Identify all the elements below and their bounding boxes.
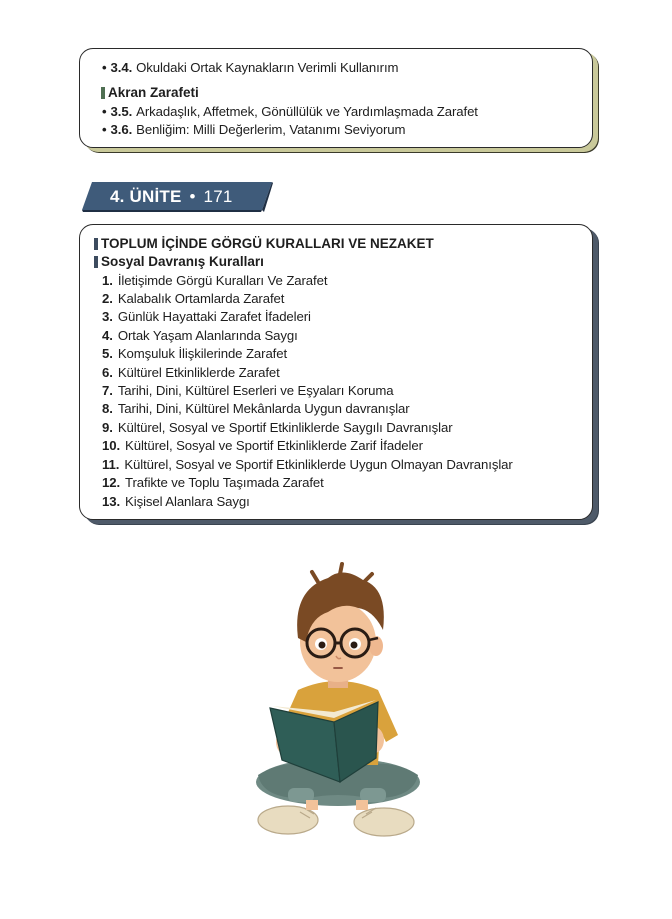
list-item: 3. Günlük Hayattaki Zarafet İfadeleri: [102, 309, 311, 324]
page-number: 171: [203, 187, 233, 206]
section-heading-sosyal-davranis: Sosyal Davranış Kuralları: [94, 254, 264, 270]
bullet-icon: •: [102, 104, 107, 119]
separator-dot: •: [189, 187, 196, 206]
list-item: 13. Kişisel Alanlara Saygı: [102, 494, 250, 509]
unit-4-banner: [82, 182, 272, 211]
list-item: 1. İletişimde Görgü Kuralları Ve Zarafet: [102, 273, 328, 288]
bullet-icon: •: [102, 60, 107, 75]
list-item: 12. Trafikte ve Toplu Taşımada Zarafet: [102, 475, 324, 490]
unit3-content-box: [79, 48, 593, 148]
boy-reading-book-icon: [248, 560, 428, 850]
list-item: 6. Kültürel Etkinliklerde Zarafet: [102, 365, 280, 380]
unit-title: TOPLUM İÇİNDE GÖRGÜ KURALLARI VE NEZAKET: [94, 236, 434, 252]
unit-number: 4. ÜNİTE: [110, 187, 182, 206]
list-item: 5. Komşuluk İlişkilerinde Zarafet: [102, 346, 288, 361]
list-item: 7. Tarihi, Dini, Kültürel Eserleri ve Eşyaları Koruma: [102, 383, 394, 398]
boy-reading-illustration: [248, 560, 428, 850]
section-marker-icon: [94, 256, 98, 268]
bullet-icon: •: [102, 122, 107, 137]
list-item: 4. Ortak Yaşam Alanlarında Saygı: [102, 328, 298, 343]
section-marker-icon: [101, 87, 105, 99]
list-item: 2. Kalabalık Ortamlarda Zarafet: [102, 291, 285, 306]
list-item: 11. Kültürel, Sosyal ve Sportif Etkinliklerde Uygun Olmayan Davranışlar: [102, 457, 513, 472]
list-item: • 3.5. Arkadaşlık, Affetmek, Gönüllülük ve Yardımlaşmada Zarafet: [102, 104, 478, 119]
list-item: 8. Tarihi, Dini, Kültürel Mekânlarda Uygun davranışlar: [102, 401, 410, 416]
unit4-content-box: [79, 224, 593, 520]
section-marker-icon: [94, 238, 98, 250]
list-item: 10. Kültürel, Sosyal ve Sportif Etkinliklerde Zarif İfadeler: [102, 438, 423, 453]
list-item: • 3.6. Benliğim: Milli Değerlerim, Vatanımı Seviyorum: [102, 122, 406, 137]
list-item: • 3.4. Okuldaki Ortak Kaynakların Verimli Kullanırım: [102, 60, 399, 75]
section-heading-akran-zarafeti: Akran Zarafeti: [101, 85, 199, 101]
list-item: 9. Kültürel, Sosyal ve Sportif Etkinliklerde Saygılı Davranışlar: [102, 420, 453, 435]
